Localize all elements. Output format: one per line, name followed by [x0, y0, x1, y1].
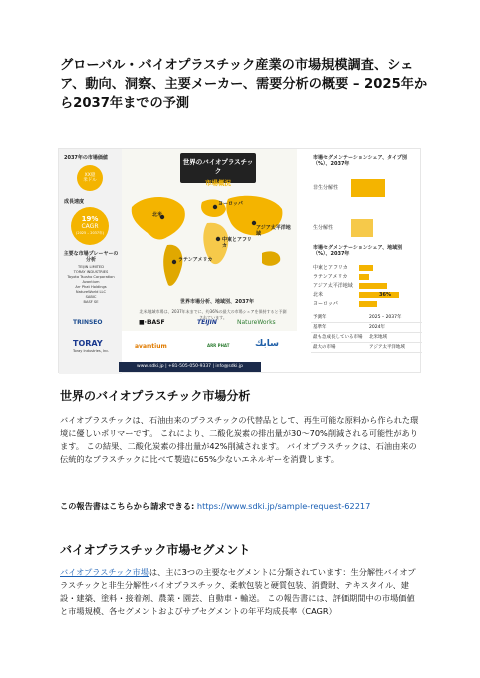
cagr-circle: [71, 207, 109, 245]
market-size-label: 2037年の市場価値: [64, 155, 108, 161]
logo-toray-sub: Toray Industries, Inc.: [73, 349, 110, 353]
logo-natureworks: NatureWorks: [237, 319, 276, 326]
logo-arr-phat: ARR PHAT: [207, 343, 230, 348]
seg-region-item-3: アジア太平洋地域: [313, 283, 353, 289]
cagr-period: (2025 – 2037年): [75, 230, 105, 235]
info-table-row: [311, 343, 422, 353]
info-table-key: 最大の市場: [313, 345, 336, 350]
player-item: TORAY INDUSTRIES: [73, 270, 109, 274]
seg-region-bar-5: [359, 301, 377, 307]
market-report-link[interactable]: バイオプラスチック市場: [60, 567, 149, 577]
info-table-row: [311, 333, 422, 343]
map-caption: 世界市場分析、地域別、2037年: [180, 299, 254, 305]
seg-region-bar-1: [359, 265, 373, 271]
info-table-value: 2025 – 2037年: [369, 315, 402, 320]
infographic-footer: www.sdki.jp | +81-505-050-9337 | info@sdki.jp: [119, 362, 261, 372]
seg-region-bar-2: [359, 274, 369, 280]
info-table-value: アジア太平洋地域: [369, 345, 405, 350]
seg-type-bar-2: [351, 219, 373, 237]
players-list: [62, 265, 120, 305]
seg-region-highlight: 36%: [379, 292, 391, 298]
logo-avantium: avantium: [135, 343, 167, 350]
map-heading-banner: [180, 153, 256, 187]
player-item: NatureWorld LLC: [75, 290, 107, 294]
seg-region-item-1: 中東とアフリカ: [313, 265, 348, 271]
region-label-latam: ラテンアメリカ: [178, 257, 213, 263]
seg-region-item-2: ラテンアメリカ: [313, 274, 348, 280]
player-item: Arr Phat Holdings: [75, 285, 107, 289]
info-table-row: [311, 323, 422, 333]
player-item: Toyota Tsusho Corporation: [67, 275, 115, 279]
player-item: Avantium: [82, 280, 100, 284]
logo-trinseo: TRINSEO: [73, 319, 103, 326]
player-item: BASF SE: [83, 300, 99, 304]
world-map-graphic: [122, 187, 297, 297]
map-heading-line2: 市場概況: [205, 179, 231, 187]
market-infographic: [58, 148, 421, 373]
seg-type-bar-1: [351, 179, 385, 197]
seg-region-bar-3: [359, 283, 387, 289]
infographic-map-panel: [122, 149, 297, 331]
player-item: SABIC: [85, 295, 97, 299]
segments-text: は、主に3つの主要なセグメントに分類されています：生分解性バイオプラスチックと非生分解性バイオプラスチック、柔軟包装と硬質包装、消費財、テキスタイル、建設・建築、塗料・接着剤、農業・園芸、自動車・輸送。 この報告書には、評価期間中の市場価値と市場規模、各セグメントおよびサブセグメントの年平均成長率（CAGR）: [60, 567, 416, 616]
region-label-north-america: 北米: [152, 212, 163, 218]
region-label-apac: アジア太平洋地域: [256, 225, 291, 237]
section-heading-segments: バイオプラスチック市場セグメント: [60, 543, 251, 557]
seg-type-item-2: 生分解性: [313, 225, 334, 231]
map-note: 北米地域市場は、2037年末までに、約36%の最大の市場シェアを保持すると予測されています。: [139, 309, 287, 320]
seg-type-title: 市場セグメンテーションシェア、タイプ別（%）、2037年: [313, 155, 407, 167]
seg-region-item-5: ヨーロッパ: [313, 301, 338, 307]
info-table-value: 2024年: [369, 325, 385, 330]
request-label: この報告書はこちらから請求できる:: [60, 501, 195, 511]
seg-type-item-1: 非生分解性: [313, 185, 339, 191]
section-analysis-paragraph: バイオプラスチックは、石油由来のプラスチックの代替品として、再生可能な原料から作られた環境に優しいポリマーです。 これにより、二酸化炭素の排出量が30～70%削減される可能性があります。 この結果、二酸化炭素の排出量が42%削減されます。 バイオプラスチックは、石油由来の伝統的なプラスチックに比べて製造に65%少ないエネルギーを消費します。: [60, 415, 419, 464]
cagr-value: 19%: [81, 214, 99, 223]
market-size-value: XX億: [84, 172, 96, 178]
infographic-right-panel: [311, 149, 422, 374]
region-label-europe: ヨーロッパ: [218, 201, 243, 207]
info-table-value: 北米地域: [369, 335, 387, 340]
sample-request-link[interactable]: https://www.sdki.jp/sample-request-62217: [196, 501, 371, 511]
section-segments-paragraph: [60, 566, 422, 618]
seg-region-item-4: 北米: [313, 292, 324, 298]
map-heading-line1: 世界のバイオプラスチック: [182, 158, 254, 175]
logo-toray: TORAY: [73, 339, 103, 348]
info-table-key: 予測年: [313, 315, 327, 320]
info-table: [311, 313, 422, 353]
cagr-label: CAGR: [81, 222, 99, 230]
cagr-title: 成長速度: [64, 199, 85, 205]
page-title: グローバル・バイオプラスチック産業の市場規模調査、シェア、動向、洞察、主要メーカー、需要分析の概要 – 2025年から2037年までの予測: [60, 58, 428, 111]
request-line: [60, 500, 422, 513]
market-size-circle: [77, 165, 103, 191]
section-heading-analysis: 世界のバイオプラスチック市場分析: [60, 389, 251, 403]
logo-teijin: TEIJIN: [197, 319, 217, 326]
info-table-row: [311, 313, 422, 323]
player-item: TEIJIN LIMITED: [78, 265, 104, 269]
region-label-mea: 中東とアフリカ: [222, 237, 252, 249]
market-size-unit: 米ドル: [83, 178, 97, 183]
logo-sabic: سابك: [255, 339, 279, 349]
info-table-key: 最も急成長している市場: [313, 335, 363, 340]
players-title: 主要な市場プレーヤーの分析: [63, 251, 119, 263]
logo-basf: ■·BASF: [139, 319, 165, 326]
info-table-key: 基準年: [313, 325, 327, 330]
seg-region-title: 市場セグメンテーションシェア、地域別（%）、2037年: [313, 245, 403, 257]
